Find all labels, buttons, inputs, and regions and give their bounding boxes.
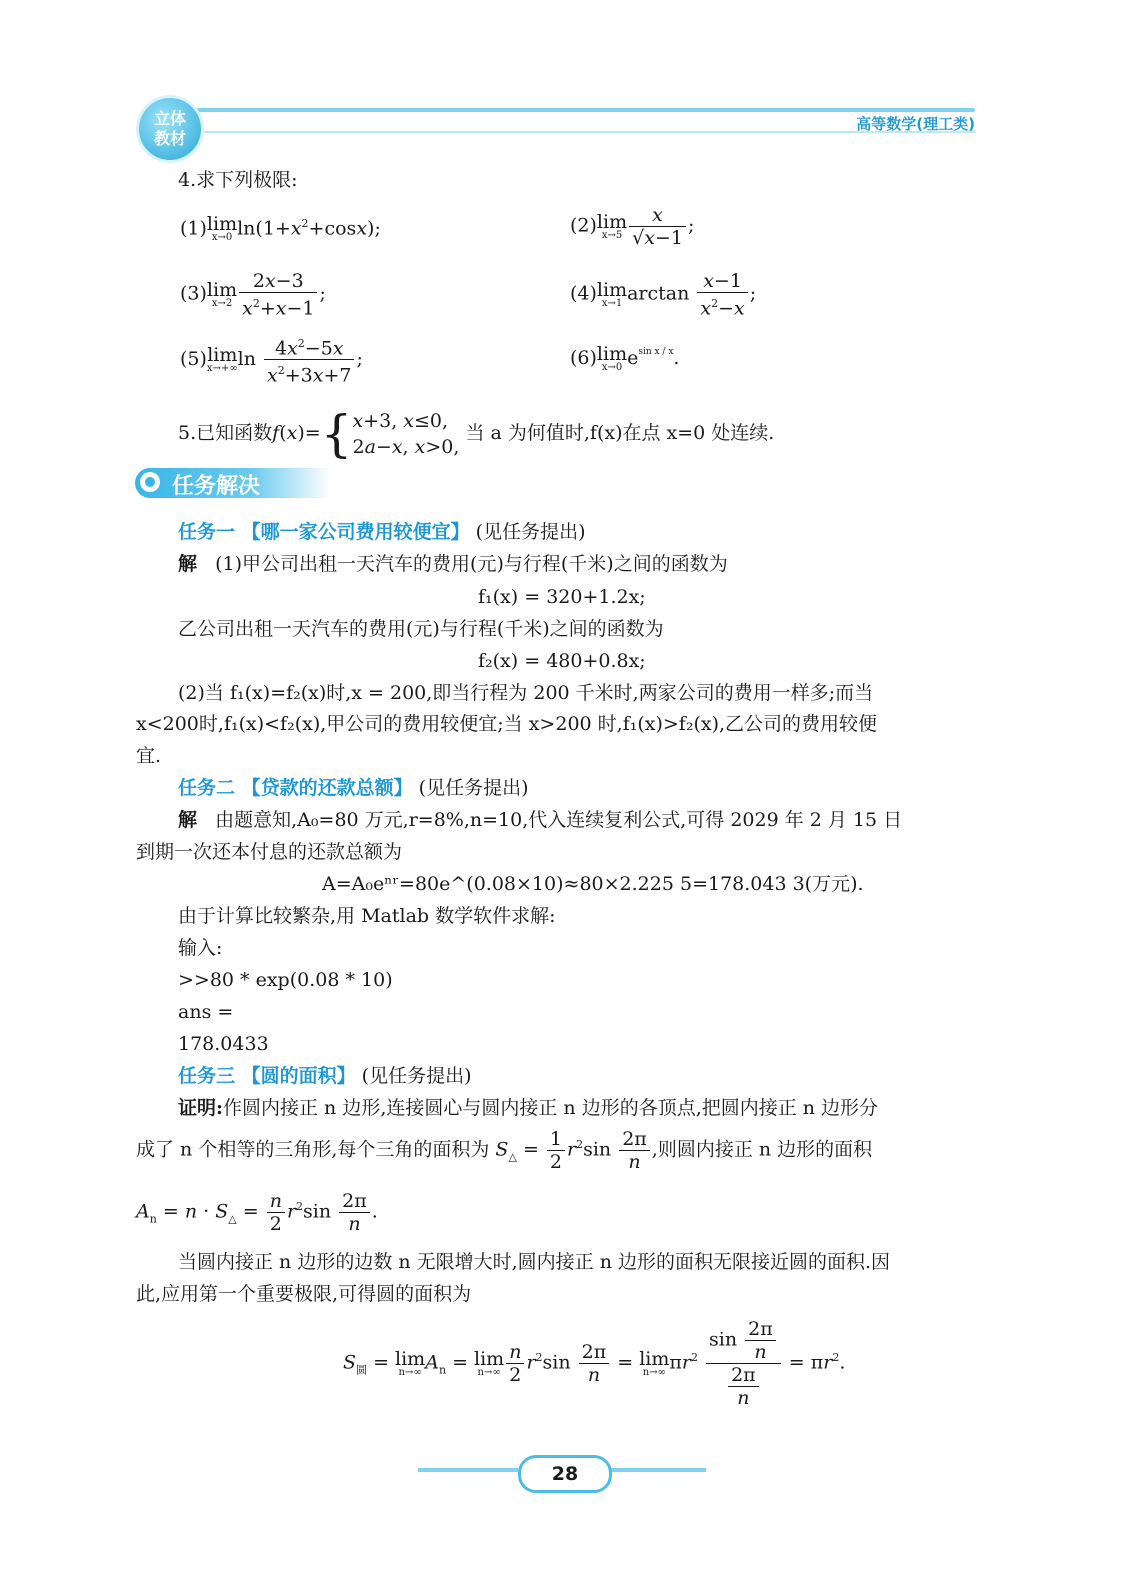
section-bullet-icon [140, 472, 160, 492]
task2-sol-label: 解 [178, 809, 198, 831]
exercise-4-6: (6)lim x→0 $e^{sin x / x}$. [570, 343, 680, 373]
task1-f2: f₂(x) = 480+0.8x; [478, 650, 646, 672]
task2-heading-row [178, 776, 529, 800]
exercise-5: 5.已知函数f(x)={ x+3, x≤0, 2a−x, x>0, 当 a 为何值时,f(x)在点 x=0 处连续. [178, 405, 775, 463]
book-badge [136, 95, 204, 163]
badge-line1: 立体 [153, 109, 186, 128]
task3-p1: 作圆内接正 n 边形,连接圆心与圆内接正 n 边形的各顶点,把圆内接正 n 边形分 [223, 1097, 879, 1119]
task3-heading: 任务三 【圆的面积】 [178, 1065, 356, 1087]
exercise-4-4: (4)lim x→1 arctan $\frac{x-1}{x^2-x}$ ; [570, 270, 757, 320]
task2-code2: ans = [178, 1001, 234, 1023]
exercise-4-2: (2)lim x→5 $\frac{x}{√x-1}$ ; [570, 204, 695, 249]
task2-ref: (见任务提出) [418, 777, 529, 799]
task1-p2: 乙公司出租一天汽车的费用(元)与行程(千米)之间的函数为 [178, 618, 664, 640]
page-number: 28 [518, 1455, 612, 1493]
task3-p2a: 成了 n 个相等的三角形,每个三角的面积为 [136, 1138, 490, 1161]
task2-p1b: 到期一次还本付息的还款总额为 [136, 841, 403, 863]
task3-p4b: 此,应用第一个重要极限,可得圆的面积为 [136, 1283, 472, 1305]
exercise-4-1: (1)lim x→0 $\ln(1+x^2+\cos x)$; [180, 213, 381, 244]
section-title: 任务解决 [172, 474, 261, 499]
task1-heading-row [178, 520, 586, 544]
exercise-5-prefix: 5.已知函数 [178, 422, 273, 444]
task3-circle-limit-formula: $S_圆 = \lim$ n→∞ $A_n = \lim$ n→∞ $\frac{n}{2}$ $r^2\sin$ $\frac{2\pi}{n}$ = lim n→∞ $\pi r^2$ sin $\frac{2\pi}{n}$ $\frac{2\pi}{n}$ = $\pi r^2$. [343, 1318, 846, 1409]
task1-p3c: 宜. [136, 745, 162, 767]
task1-p1: (1)甲公司出租一天汽车的费用(元)与行程(千米)之间的函数为 [215, 553, 728, 575]
task1-ref: (见任务提出) [475, 521, 586, 543]
exercise-4-title: 4.求下列极限: [178, 169, 298, 191]
task2-heading: 任务二 【贷款的还款总额】 [178, 777, 413, 799]
task2-input-label: 输入: [178, 937, 223, 959]
task2-formula: A=A₀eⁿʳ=80e^(0.08×10)≈80×2.225 5=178.043 3(万元). [322, 873, 864, 895]
task2-p1a: 由题意知,A₀=80 万元,r=8%,n=10,代入连续复利公式,可得 2029 年 2 月 15 日 [215, 809, 903, 831]
task3-p2-row: 成了 n 个相等的三角形,每个三角的面积为 $S_\triangle$ = $\frac{1}{2}$ $r^2\sin$ $\frac{2\pi}{n}$ ,则圆内接正 n 边形的面积 [136, 1128, 873, 1173]
task3-ref: (见任务提出) [361, 1065, 472, 1087]
exercise-4-5: (5)lim x→+∞ ln $\frac{4x^2-5x}{x^2+3x+7}$ ; [180, 333, 363, 387]
book-title: 高等数学(理工类) [856, 115, 975, 133]
task2-p2: 由于计算比较繁杂,用 Matlab 数学软件求解: [178, 905, 556, 927]
task1-p3b: x<200时,f₁(x)<f₂(x),甲公司的费用较便宜;当 x>200 时,f₁(x)>f₂(x),乙公司的费用较便 [136, 713, 878, 735]
badge-line2: 教材 [153, 129, 186, 148]
task1-sol-label: 解 [178, 553, 198, 575]
task1-heading: 任务一 【哪一家公司费用较便宜】 [178, 521, 470, 543]
task2-code3: 178.0433 [178, 1033, 269, 1055]
task3-p2b: ,则圆内接正 n 边形的面积 [651, 1138, 873, 1161]
footer-rule-right [606, 1468, 706, 1472]
task1-f1: f₁(x) = 320+1.2x; [478, 586, 646, 608]
task1-p3a: (2)当 f₁(x)=f₂(x)时,x = 200,即当行程为 200 千米时,两家公司的费用一样多;而当 [178, 682, 874, 704]
task1-p1-row [178, 552, 728, 576]
task2-code1: >>80 * exp(0.08 * 10) [178, 969, 393, 991]
task3-heading-row [178, 1064, 472, 1088]
exercise-4-3: (3)lim x→2 $\frac{2x-3}{x^2+x-1}$ ; [180, 270, 326, 320]
task3-area-formula: $A_n = n \cdot S_\triangle$ = $\frac{n}{2}$ $r^2\sin$ $\frac{2\pi}{n}$ . [136, 1190, 378, 1235]
header-rule [195, 108, 975, 112]
footer-rule-left [418, 1468, 518, 1472]
task2-p1a-row [178, 808, 902, 832]
task3-p1-row [178, 1096, 878, 1120]
exercise-5-suffix: 当 a 为何值时,f(x)在点 x=0 处连续. [465, 422, 775, 444]
task3-p4a: 当圆内接正 n 边形的边数 n 无限增大时,圆内接正 n 边形的面积无限接近圆的面积.因 [178, 1251, 891, 1273]
task3-proof-label: 证明: [178, 1097, 224, 1119]
